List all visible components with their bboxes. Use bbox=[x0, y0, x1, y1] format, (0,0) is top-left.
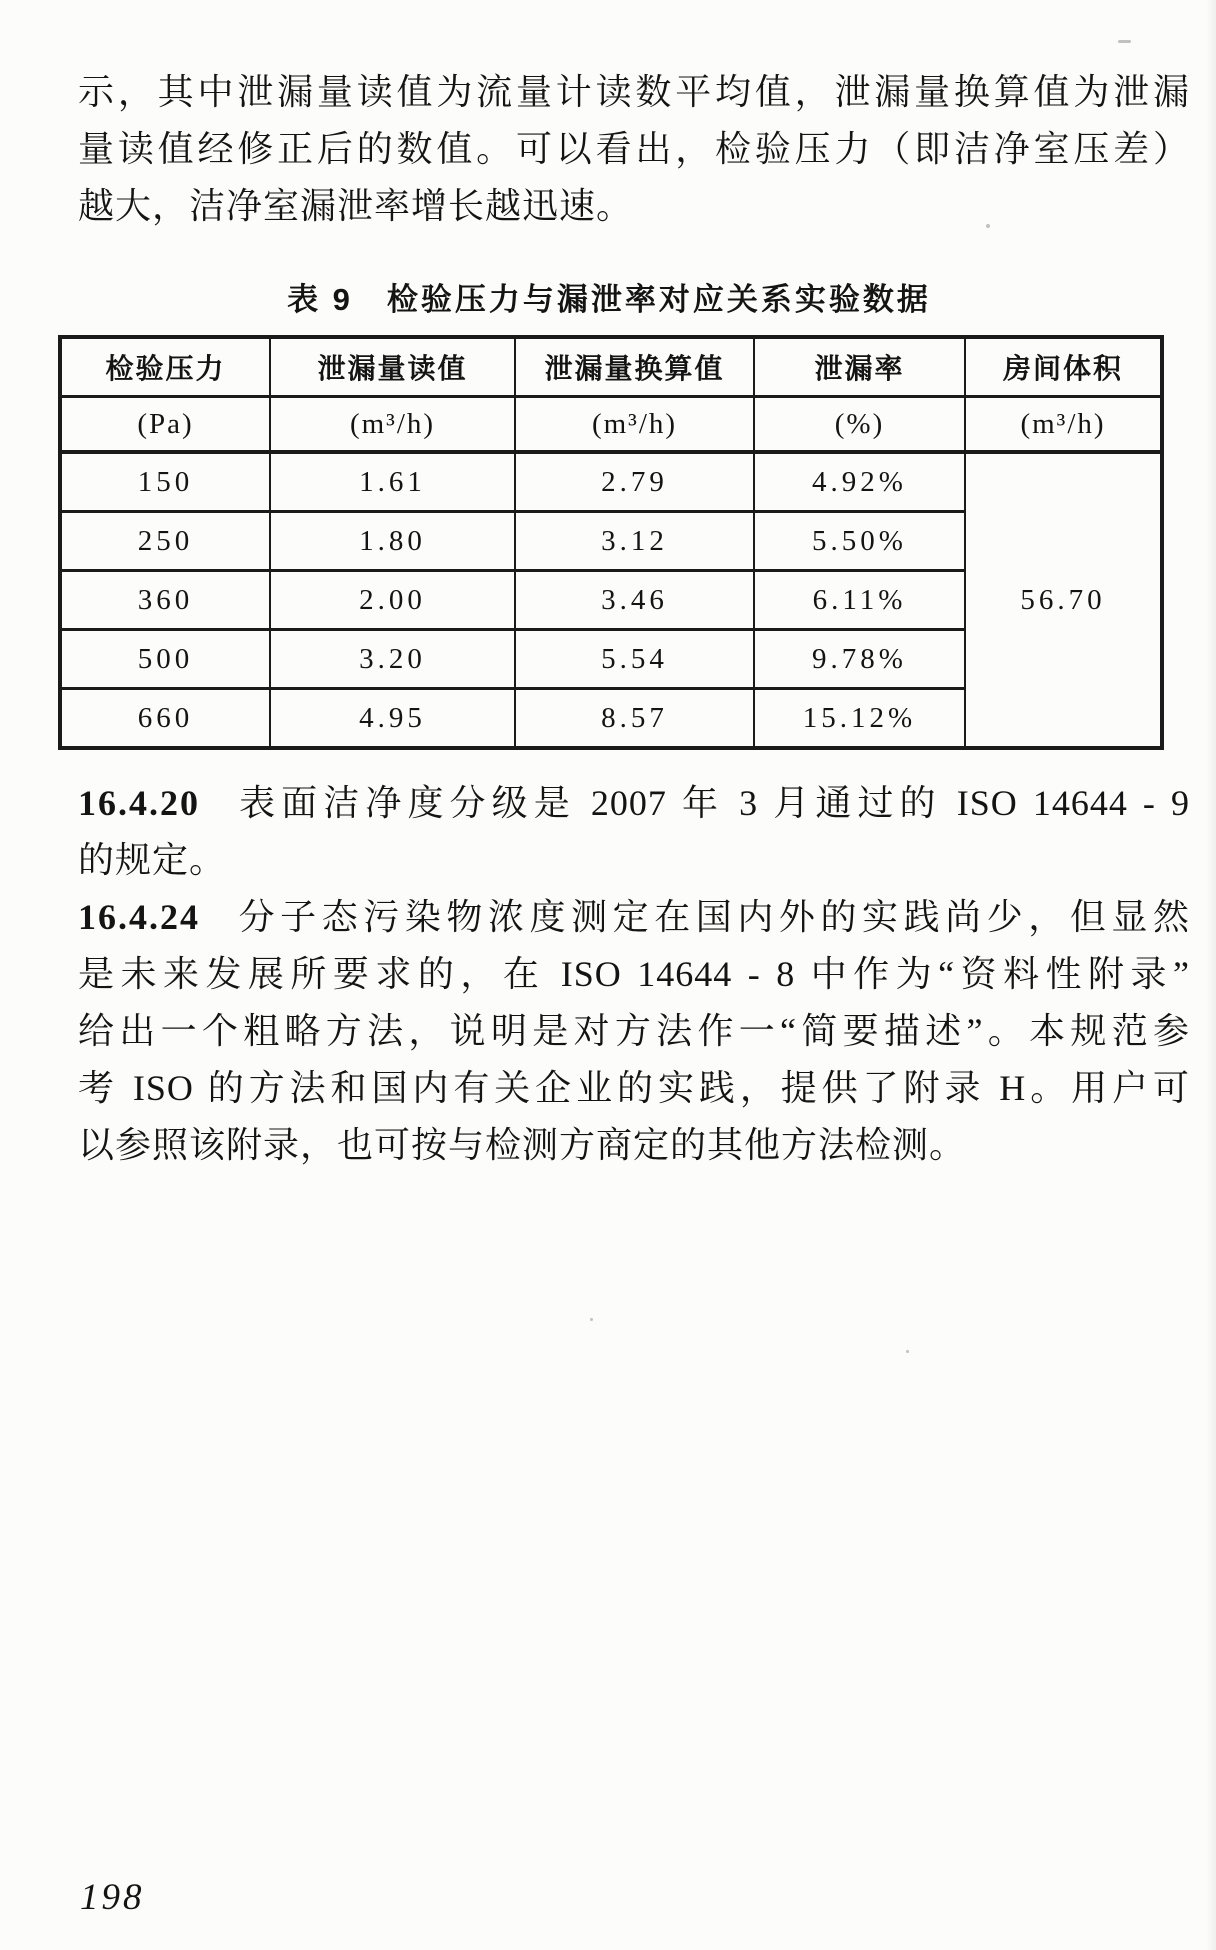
text-line bbox=[78, 889, 1190, 946]
column-header-leakage-rate: 泄漏率 bbox=[754, 337, 965, 397]
page-content bbox=[78, 64, 1190, 1174]
unit-cell: (m³/h) bbox=[270, 397, 515, 453]
cell-pressure: 360 bbox=[60, 571, 270, 630]
text-line: 是未来发展所要求的，在 ISO 14644 - 8 中作为“资料性附录” bbox=[78, 954, 1190, 994]
text-line: 越大，洁净室漏泄率增长越迅速。 bbox=[78, 186, 634, 226]
unit-cell: (m³/h) bbox=[515, 397, 754, 453]
unit-cell: (%) bbox=[754, 397, 965, 453]
section-16-4-20 bbox=[78, 775, 1190, 889]
cell-converted: 5.54 bbox=[515, 630, 754, 689]
scan-artifact bbox=[1118, 40, 1131, 43]
column-header-leakage-converted: 泄漏量换算值 bbox=[515, 337, 754, 397]
table-row bbox=[60, 452, 1162, 512]
table-units-row bbox=[60, 397, 1162, 453]
page-number: 198 bbox=[80, 1877, 145, 1918]
cell-pressure: 660 bbox=[60, 689, 270, 749]
text-line: 给出一个粗略方法，说明是对方法作一“简要描述”。本规范参 bbox=[78, 1011, 1190, 1051]
scan-artifact bbox=[590, 1318, 593, 1321]
column-header-room-volume: 房间体积 bbox=[965, 337, 1162, 397]
text-line bbox=[78, 775, 1190, 832]
section-16-4-24 bbox=[78, 889, 1190, 1174]
unit-cell: (Pa) bbox=[60, 397, 270, 453]
section-number: 16.4.24 bbox=[78, 897, 200, 937]
text-line: 以参照该附录，也可按与检测方商定的其他方法检测。 bbox=[78, 1125, 967, 1165]
table-header-row bbox=[60, 337, 1162, 397]
column-header-leakage-reading: 泄漏量读值 bbox=[270, 337, 515, 397]
unit-cell: (m³/h) bbox=[965, 397, 1162, 453]
column-header-test-pressure: 检验压力 bbox=[60, 337, 270, 397]
cell-reading: 1.61 bbox=[270, 452, 515, 512]
cell-pressure: 250 bbox=[60, 512, 270, 571]
scan-artifact bbox=[986, 224, 990, 228]
cell-rate: 6.11% bbox=[754, 571, 965, 630]
cell-reading: 4.95 bbox=[270, 689, 515, 749]
text-line: 量读值经修正后的数值。可以看出，检验压力（即洁净室压差） bbox=[78, 129, 1190, 169]
scan-artifact bbox=[906, 1350, 909, 1353]
text-line: 的规定。 bbox=[78, 840, 227, 880]
cell-rate: 15.12% bbox=[754, 689, 965, 749]
cell-converted: 8.57 bbox=[515, 689, 754, 749]
cell-converted: 3.46 bbox=[515, 571, 754, 630]
cell-rate: 9.78% bbox=[754, 630, 965, 689]
section-text: 表面洁净度分级是 2007 年 3 月通过的 ISO 14644 - 9 bbox=[234, 783, 1190, 823]
cell-room-volume: 56.70 bbox=[965, 452, 1162, 748]
cell-converted: 3.12 bbox=[515, 512, 754, 571]
section-number: 16.4.20 bbox=[78, 783, 200, 823]
cell-converted: 2.79 bbox=[515, 452, 754, 512]
cell-pressure: 500 bbox=[60, 630, 270, 689]
experiment-data-table bbox=[58, 335, 1164, 750]
text-line: 示，其中泄漏量读值为流量计读数平均值，泄漏量换算值为泄漏 bbox=[78, 72, 1190, 112]
cell-reading: 1.80 bbox=[270, 512, 515, 571]
intro-paragraph bbox=[78, 64, 1190, 235]
cell-pressure: 150 bbox=[60, 452, 270, 512]
cell-reading: 2.00 bbox=[270, 571, 515, 630]
cell-rate: 4.92% bbox=[754, 452, 965, 512]
section-text: 分子态污染物浓度测定在国内外的实践尚少，但显然 bbox=[234, 897, 1190, 937]
cell-rate: 5.50% bbox=[754, 512, 965, 571]
text-line: 考 ISO 的方法和国内有关企业的实践，提供了附录 H。用户可 bbox=[78, 1068, 1190, 1108]
table-caption: 表 9 检验压力与漏泄率对应关系实验数据 bbox=[287, 282, 931, 317]
cell-reading: 3.20 bbox=[270, 630, 515, 689]
